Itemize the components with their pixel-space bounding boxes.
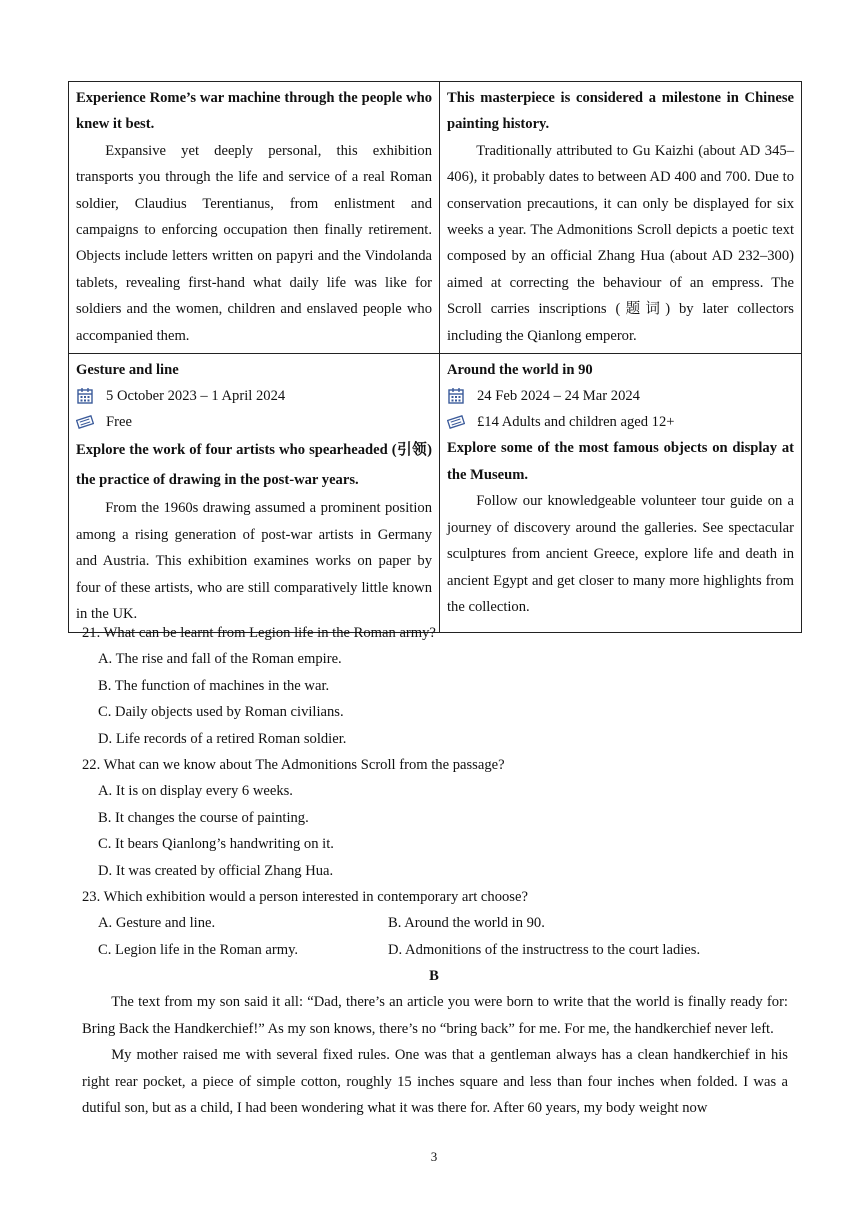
option-row: [98, 910, 802, 936]
table-row: [69, 82, 802, 354]
question-stem: 23. Which exhibition would a person interested in contemporary art choose?: [82, 889, 528, 906]
exhibit-rome-body: Expansive yet deeply personal, this exhibition transports you through the life and service of a real Roman soldier, Claudius Terentianus, from enlistment and campaigns to enforcing occupation then finally retirement. Objects include letters written on papyri and the Vindolanda tablets, revealing first-hand what daily life was like for soldiers and the women, children and enslaved people who accompanied them.: [76, 142, 432, 344]
question-option[interactable]: A. The rise and fall of the Roman empire.: [98, 651, 342, 668]
exhibit-gesture-body: From the 1960s drawing assumed a prominent position among a rising generation of post-war artists in Germany and Austria. This exhibition examines works on paper by four of these artists, who are still comparatively little known in the UK.: [76, 500, 432, 623]
questions: [82, 620, 802, 963]
exhibit-world-price: £14 Adults and children aged 12+: [477, 414, 675, 431]
question-stem: 22. What can we know about The Admonitions Scroll from the passage?: [82, 757, 505, 774]
question-option[interactable]: C. Legion life in the Roman army.: [98, 941, 299, 958]
exhibit-world-price-row: [447, 409, 794, 435]
question-option[interactable]: B. It changes the course of painting.: [98, 809, 309, 826]
exhibit-rome-title: Experience Rome’s war machine through the people who knew it best.: [76, 90, 432, 133]
exhibit-scroll-cell: [440, 82, 802, 354]
ticket-icon: [447, 413, 465, 431]
exhibit-world-name: Around the world in 90: [447, 362, 593, 379]
question-option[interactable]: B. The function of machines in the war.: [98, 677, 330, 694]
exhibit-rome-cell: [69, 82, 440, 354]
question-option[interactable]: C. Daily objects used by Roman civilians.: [98, 704, 344, 721]
question-option[interactable]: D. Life records of a retired Roman soldier.: [98, 730, 347, 747]
exhibit-gesture-cell: [69, 354, 440, 632]
exhibit-gesture-price-row: [76, 409, 432, 435]
question-option[interactable]: D. It was created by official Zhang Hua.: [98, 862, 334, 879]
option-row: [98, 937, 802, 963]
question-option[interactable]: A. It is on display every 6 weeks.: [98, 783, 293, 800]
calendar-icon: [447, 387, 465, 405]
exhibit-world-cell: [440, 354, 802, 632]
exhibit-gesture-date-row: [76, 383, 432, 409]
exhibit-scroll-title: This masterpiece is considered a milestone in Chinese painting history.: [447, 90, 794, 133]
calendar-icon: [76, 387, 94, 405]
table-row: [69, 354, 802, 632]
exhibit-gesture-price: Free: [106, 414, 132, 431]
passage-b: [82, 989, 788, 1122]
question-option[interactable]: A. Gesture and line.: [98, 915, 216, 932]
ticket-icon: [76, 413, 94, 431]
passage-paragraph: My mother raised me with several fixed rules. One was that a gentleman always has a clean handkerchief in his right rear pocket, a piece of simple cotton, roughly 15 inches square and less than four inches when folded. I was a dutiful son, but as a child, I had been wondering what it was there for. After 60 years, my body weight now: [82, 1047, 788, 1116]
section-label: B: [429, 968, 439, 984]
exhibit-world-date: 24 Feb 2024 – 24 Mar 2024: [477, 388, 640, 405]
exhibit-world-title: Explore some of the most famous objects on display at the Museum.: [447, 440, 794, 483]
exhibit-gesture-date: 5 October 2023 – 1 April 2024: [106, 388, 286, 405]
page-number: 3: [430, 1149, 438, 1164]
question-option[interactable]: D. Admonitions of the instructress to the court ladies.: [388, 941, 701, 958]
exhibit-scroll-body: Traditionally attributed to Gu Kaizhi (about AD 345–406), it probably dates to between AD 400 and 700. Due to conservation precautions, it can only be displayed for six weeks a year. The Admonitions Scroll depicts a poetic text composed by an official Zhang Hua (about AD 232–300) aimed at correcting the behaviour of an empress. The Scroll carries inscriptions (题词) by later collectors including the Qianlong emperor.: [447, 142, 794, 344]
exhibit-world-body: Follow our knowledgeable volunteer tour guide on a journey of discovery around the galleries. See spectacular sculptures from ancient Greece, explore life and death in ancient Egypt and get closer to many more highlights from the collection.: [447, 493, 794, 615]
question-stem: 21. What can be learnt from Legion life in the Roman army?: [82, 625, 436, 641]
question-option[interactable]: C. It bears Qianlong’s handwriting on it.: [98, 836, 334, 853]
question-option[interactable]: B. Around the world in 90.: [388, 915, 545, 932]
exhibitions-table: [68, 81, 802, 633]
passage-paragraph: The text from my son said it all: “Dad, there’s an article you were born to write that the world is finally ready for: Bring Back the Handkerchief!” As my son knows, there’s no “bring back” for me. For me, the handkerchief never left.: [82, 994, 788, 1037]
exhibit-gesture-title: Explore the work of four artists who spearheaded (引领) the practice of drawing in the post-war years.: [76, 442, 432, 489]
exhibit-gesture-name: Gesture and line: [76, 362, 179, 379]
exhibit-world-date-row: [447, 383, 794, 409]
